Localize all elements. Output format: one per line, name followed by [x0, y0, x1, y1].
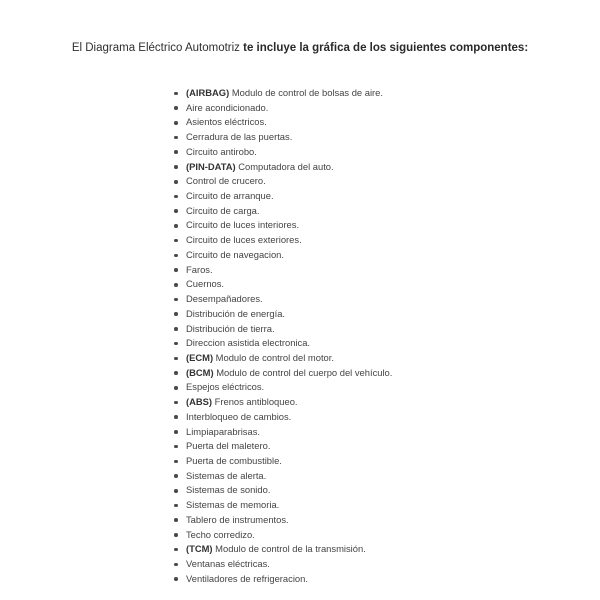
list-item — [172, 189, 392, 204]
list-item-abbreviation: (ECM) — [186, 351, 214, 363]
list-item-text: Sistemas de memoria. — [186, 499, 280, 511]
list-item — [172, 160, 392, 175]
bullet-icon — [174, 548, 178, 552]
list-item-text: Modulo de control de bolsas de aire. — [229, 87, 383, 98]
list-item — [172, 380, 392, 395]
list-item-text: Asientos eléctricos. — [186, 116, 267, 128]
bullet-icon — [174, 327, 178, 331]
bullet-icon — [174, 504, 178, 508]
list-item-text: Circuito de arranque. — [186, 190, 274, 202]
bullet-icon — [174, 401, 178, 405]
bullet-icon — [174, 209, 178, 213]
list-item-abbreviation: (PIN-DATA) — [186, 160, 236, 172]
intro-text: El Diagrama Eléctrico Automotriz — [71, 42, 244, 54]
list-item-text: Interbloqueo de cambios. — [186, 410, 292, 422]
bullet-icon — [174, 136, 178, 140]
list-item — [172, 572, 392, 587]
intro-paragraph — [40, 40, 560, 57]
bullet-icon — [174, 195, 178, 199]
list-item — [172, 86, 392, 101]
list-item — [172, 351, 392, 366]
list-item — [172, 233, 392, 248]
list-item — [172, 469, 392, 484]
list-item-text: Faros. — [186, 263, 213, 275]
list-item — [172, 395, 392, 410]
bullet-icon — [174, 342, 178, 346]
list-item-text: Distribución de energía. — [186, 307, 286, 319]
list-item-abbreviation: (TCM) — [186, 543, 213, 555]
list-item — [172, 366, 392, 381]
bullet-icon — [174, 415, 178, 419]
bullet-icon — [174, 357, 178, 361]
list-item — [172, 542, 392, 557]
list-item-text: Sistemas de sonido. — [186, 484, 271, 496]
list-item — [172, 336, 392, 351]
bullet-icon — [174, 268, 178, 272]
list-item — [172, 439, 392, 454]
list-item-text: Ventanas eléctricas. — [186, 558, 270, 569]
list-item — [172, 101, 392, 116]
list-item-text: Modulo de control de la transmisión. — [212, 543, 366, 555]
list-item-text: Aire acondicionado. — [186, 101, 269, 113]
list-item-text: Puerta de combustible. — [186, 454, 282, 466]
bullet-icon — [174, 533, 178, 537]
bullet-icon — [174, 371, 178, 375]
list-item-text: Direccion asistida electronica. — [186, 337, 311, 349]
bullet-icon — [174, 165, 178, 169]
component-list — [172, 86, 392, 586]
list-item-text: Frenos antibloqueo. — [212, 396, 298, 408]
list-item-abbreviation: (AIRBAG) — [186, 87, 230, 98]
bullet-icon — [174, 298, 178, 302]
bullet-icon — [174, 474, 178, 478]
list-item-text: Circuito de luces interiores. — [186, 219, 300, 231]
bullet-icon — [174, 254, 178, 258]
list-item — [172, 145, 392, 160]
list-item — [172, 322, 392, 337]
bullet-icon — [174, 460, 178, 464]
list-item — [172, 528, 392, 543]
list-item — [172, 557, 392, 572]
bullet-icon — [174, 430, 178, 434]
list-item — [172, 483, 392, 498]
list-item-text: Cerradura de las puertas. — [186, 131, 293, 143]
list-item-text: Computadora del auto. — [235, 160, 334, 172]
list-item-text: Desempañadores. — [186, 293, 263, 305]
bullet-icon — [174, 283, 178, 287]
list-item — [172, 204, 392, 219]
bullet-icon — [174, 239, 178, 243]
bullet-icon — [174, 489, 178, 493]
list-item-text: Control de crucero. — [186, 175, 266, 187]
bullet-icon — [174, 386, 178, 390]
list-item-text: Ventiladores de refrigeracion. — [186, 572, 308, 584]
bullet-icon — [174, 106, 178, 110]
list-item — [172, 498, 392, 513]
list-item — [172, 277, 392, 292]
list-item — [172, 307, 392, 322]
list-item-text: Modulo de control del motor. — [213, 351, 334, 363]
list-item — [172, 218, 392, 233]
list-item — [172, 248, 392, 263]
list-item — [172, 425, 392, 440]
list-item-text: Circuito de luces exteriores. — [186, 234, 302, 246]
list-item-text: Modulo de control del cuerpo del vehículo. — [213, 366, 393, 378]
bullet-icon — [174, 92, 178, 96]
bullet-icon — [174, 121, 178, 125]
bullet-icon — [174, 224, 178, 228]
list-item — [172, 454, 392, 469]
list-item-text: Cuernos. — [186, 278, 225, 290]
list-item-text: Tablero de instrumentos. — [186, 513, 289, 525]
bullet-icon — [174, 150, 178, 154]
list-item-text: Techo corredizo. — [186, 528, 255, 540]
list-item — [172, 513, 392, 528]
list-item-text: Sistemas de alerta. — [186, 469, 267, 481]
list-item — [172, 174, 392, 189]
bullet-icon — [174, 180, 178, 184]
bullet-icon — [174, 577, 178, 581]
list-item-text: Espejos eléctricos. — [186, 381, 265, 393]
list-item — [172, 292, 392, 307]
bullet-icon — [174, 563, 178, 567]
bullet-icon — [174, 518, 178, 522]
list-item-abbreviation: (ABS) — [186, 396, 213, 408]
list-item-text: Distribución de tierra. — [186, 322, 275, 334]
intro-bold-text: te incluye la gráfica de los siguientes componentes: — [243, 42, 529, 54]
list-item-text: Circuito de navegacion. — [186, 248, 284, 260]
list-item — [172, 410, 392, 425]
list-item — [172, 130, 392, 145]
list-item-text: Puerta del maletero. — [186, 440, 271, 452]
list-item-text: Circuito de carga. — [186, 204, 260, 216]
list-item-text: Limpiaparabrisas. — [186, 425, 260, 437]
bullet-icon — [174, 312, 178, 316]
bullet-icon — [174, 445, 178, 449]
list-item — [172, 115, 392, 130]
list-item — [172, 263, 392, 278]
list-item-abbreviation: (BCM) — [186, 366, 214, 378]
list-item-text: Circuito antirobo. — [186, 145, 257, 157]
